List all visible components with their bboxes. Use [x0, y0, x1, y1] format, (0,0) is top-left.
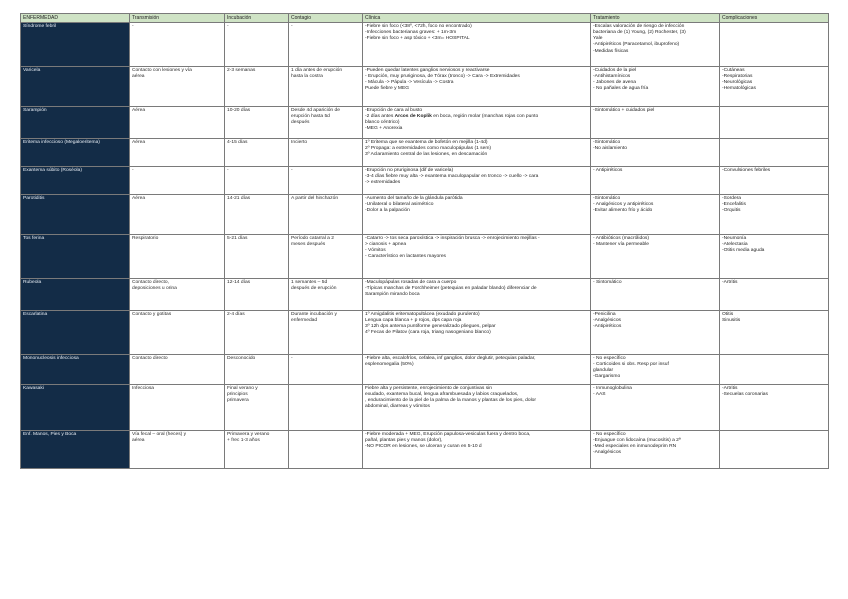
complications-cell: [720, 167, 829, 195]
clinical-cell: [363, 235, 591, 279]
cell-line: -Escalas valoración de riesgo de infección: [593, 24, 685, 30]
incubation-cell: [225, 139, 289, 167]
clinical-cell: [363, 67, 591, 107]
cell-line: 14-21 días: [227, 196, 251, 202]
cell-line: -Convulsiones febriles: [722, 168, 771, 174]
complications-cell: [720, 279, 829, 311]
cell-line: -Enjuague con lidocaína (mucosítis) a 2ª: [593, 438, 681, 444]
disease-name-cell: Síndrome febril: [21, 23, 130, 67]
cell-line: Final verano y: [227, 386, 258, 392]
cell-line: Incierto: [291, 140, 308, 146]
table-row: [21, 355, 829, 385]
cell-line: -Infecciones bacterianas graves: + 1m-3m: [365, 30, 457, 36]
treatment-cell: [591, 385, 720, 431]
cell-line: Aérea: [132, 108, 146, 114]
cell-line: Desde 4d aparición de: [291, 108, 340, 114]
clinical-cell: [363, 431, 591, 469]
disease-name-cell: Rubeola: [21, 279, 130, 311]
cell-line: 12-14 días: [227, 280, 251, 286]
cell-line: -Neurológicas: [722, 80, 753, 86]
contagion-cell: [289, 431, 363, 469]
cell-line: Vía fecal – oral (heces) y: [132, 432, 187, 438]
transmission-cell: [130, 431, 225, 469]
cell-line: bacteriana de (1) Young, (2) Rochester, (3): [593, 30, 686, 36]
complications-cell: [720, 235, 829, 279]
cell-line: hasta la costra: [291, 74, 323, 80]
cell-line: -Cuidados de la piel: [593, 68, 637, 74]
cell-line: Fiebre alta y persistente, enrojecimiento de conjuntivas sin: [365, 386, 492, 392]
transmission-cell: [130, 139, 225, 167]
cell-line: -Neumonía: [722, 236, 747, 242]
cell-line: -Encefalitis: [722, 202, 746, 208]
complications-cell: [720, 23, 829, 67]
cell-line: -Secuelas coronarias: [722, 392, 768, 398]
cell-line: -Antipiréticos: [593, 324, 622, 330]
cell-line: esplenomegalia (50%): [365, 362, 414, 368]
transmission-cell: [130, 279, 225, 311]
cell-line: -Erupción no pruriginosa (dif de varicela): [365, 168, 454, 174]
column-header: Complicaciones: [720, 14, 829, 23]
treatment-cell: [591, 195, 720, 235]
clinical-cell: [363, 355, 591, 385]
cell-line: 3º Aclaramiento central de las lesiones, en descamación: [365, 152, 488, 158]
cell-line: - Mantener vía permeable: [593, 242, 649, 248]
incubation-cell: [225, 279, 289, 311]
cell-line: , enduracimiento de la piel de la palma de la manos y plantas de los pies, dolor: [365, 398, 537, 404]
cell-line: principios: [227, 392, 248, 398]
disease-table-container: [20, 13, 828, 469]
treatment-cell: [591, 355, 720, 385]
cell-line: + frec 1-3 años: [227, 438, 260, 444]
contagion-cell: [289, 67, 363, 107]
treatment-cell: [591, 311, 720, 355]
cell-line: Respiratorio: [132, 236, 159, 242]
disease-name-cell: Eritema infeccioso (Megaloeritema): [21, 139, 130, 167]
cell-line: -Sintomático: [593, 140, 621, 146]
contagion-cell: [289, 355, 363, 385]
complications-cell: [720, 311, 829, 355]
cell-line: -Evitar alimento frío y ácido: [593, 208, 653, 214]
cell-line: -Artritis: [722, 280, 738, 286]
cell-line: -NO PICOR en lesiones, se ulceran y curan en 5-10 d: [365, 444, 482, 450]
cell-line: -: [227, 168, 229, 174]
cell-line: -Típicas manchas de Forchheimer (petequias en paladar blando) diferenciar de: [365, 286, 537, 292]
complications-cell: [720, 107, 829, 139]
clinical-cell: [363, 107, 591, 139]
incubation-cell: [225, 311, 289, 355]
cell-line: - Jabones de avena: [593, 80, 636, 86]
treatment-cell: [591, 107, 720, 139]
complications-cell: [720, 67, 829, 107]
cell-line: - Corticoides si obs. Resp por insuf: [593, 362, 669, 368]
cell-line: -: [227, 24, 229, 30]
cell-line: -: [291, 24, 293, 30]
incubation-cell: [225, 385, 289, 431]
transmission-cell: [130, 23, 225, 67]
contagion-cell: [289, 235, 363, 279]
incubation-cell: [225, 235, 289, 279]
cell-line: -Sordera: [722, 196, 742, 202]
cell-line: abdominal, diarreas y vómitos: [365, 404, 430, 410]
cell-line: -Otitis media aguda: [722, 248, 765, 254]
table-row: [21, 139, 829, 167]
cell-line: después de erupción: [291, 286, 337, 292]
cell-line: exudado, exantema bucal, lengua aframbuesada y labios craquelados,: [365, 392, 519, 398]
cell-line: Otitis: [722, 312, 734, 318]
treatment-cell: [591, 279, 720, 311]
transmission-cell: [130, 355, 225, 385]
table-row: [21, 67, 829, 107]
cell-line: -Antipiréticos (Paracetamol, ibuprofeno): [593, 42, 680, 48]
disease-name-cell: Exantema súbito (Roséola): [21, 167, 130, 195]
cell-line: -: [291, 168, 293, 174]
cell-line: erupción hasta 5d: [291, 114, 330, 120]
disease-name-cell: Kawasaki: [21, 385, 130, 431]
cell-line: -MEG + Anorexia: [365, 126, 403, 132]
cell-line: 2-4 días: [227, 312, 245, 318]
cell-line: -Aumento del tamaño de la glándula parótida: [365, 196, 463, 202]
contagion-cell: [289, 139, 363, 167]
clinical-cell: [363, 195, 591, 235]
cell-line: - Erupción, muy pruriginosa, de Tórax (tronco) -> Cara -> Extremidades: [365, 74, 520, 80]
cell-line: -Penicilina: [593, 312, 616, 318]
cell-line: Lengua capa blanca + p rojos, dps capa roja: [365, 318, 462, 324]
transmission-cell: [130, 107, 225, 139]
treatment-cell: [591, 431, 720, 469]
cell-line: Infecciosa: [132, 386, 155, 392]
table-row: [21, 195, 829, 235]
column-header: Contagio: [289, 14, 363, 23]
cell-line: Desconocido: [227, 356, 256, 362]
cell-line: -Artritis: [722, 386, 738, 392]
incubation-cell: [225, 107, 289, 139]
cell-line: -Dolor a la palpación: [365, 208, 410, 214]
incubation-cell: [225, 23, 289, 67]
cell-line: - Antibióticos (macrólidos): [593, 236, 649, 242]
incubation-cell: [225, 167, 289, 195]
cell-line: - No específico: [593, 432, 626, 438]
bold-term: Arcos de Koplik: [394, 114, 432, 120]
cell-line: Aérea: [132, 196, 146, 202]
column-header: Incubación: [225, 14, 289, 23]
cell-line: aérea: [132, 74, 145, 80]
cell-line: Sinusitis: [722, 318, 741, 324]
cell-line: - AAS: [593, 392, 606, 398]
cell-line: -3-4 días fiebre muy alta -> exantema maculopapular en tronco -> cuello -> cara: [365, 174, 539, 180]
cell-line: - No pañales de agua fría: [593, 86, 649, 92]
cell-line: Durante incubación y: [291, 312, 337, 318]
cell-line: Sarampión mirando boca: [365, 292, 420, 298]
cell-line: 2º Propaga: a extremidades como maculopápulas (1 sem): [365, 146, 492, 152]
cell-line: - Inmunoglobulina: [593, 386, 632, 392]
table-row: [21, 279, 829, 311]
cell-line: Período catarral a 2: [291, 236, 334, 242]
contagion-cell: [289, 23, 363, 67]
cell-line: A partir del hinchazón: [291, 196, 339, 202]
treatment-cell: [591, 23, 720, 67]
clinical-cell: [363, 311, 591, 355]
table-header-row: [21, 14, 829, 23]
table-row: [21, 385, 829, 431]
column-header: Clínica: [363, 14, 591, 23]
cell-line: -2 días antes Arcos de Koplik en boca, región molar (manchas rojas con punto: [365, 114, 539, 120]
transmission-cell: [130, 167, 225, 195]
clinical-cell: [363, 23, 591, 67]
cell-line: - Analgésicos y antipiréticos: [593, 202, 654, 208]
table-body: [21, 23, 829, 469]
clinical-cell: [363, 139, 591, 167]
cell-line: -> extremidades: [365, 180, 401, 186]
complications-cell: [720, 139, 829, 167]
cell-line: -Fiebre sin foco + asp tóxico + <3m= HOSPITAL: [365, 36, 470, 42]
complications-cell: [720, 431, 829, 469]
transmission-cell: [130, 67, 225, 107]
cell-line: - No específico: [593, 356, 626, 362]
treatment-cell: [591, 167, 720, 195]
cell-line: Yale: [593, 36, 603, 42]
incubation-cell: [225, 355, 289, 385]
table-row: [21, 431, 829, 469]
table-row: [21, 311, 829, 355]
table-row: [21, 235, 829, 279]
cell-line: -Antihistamínicos: [593, 74, 631, 80]
disease-name-cell: Tos ferina: [21, 235, 130, 279]
cell-line: -No aislamiento: [593, 146, 627, 152]
contagion-cell: [289, 311, 363, 355]
clinical-cell: [363, 167, 591, 195]
cell-line: 4-15 días: [227, 140, 248, 146]
column-header: Tratamiento: [591, 14, 720, 23]
column-header: Transmisión: [130, 14, 225, 23]
cell-line: - Característico en lactantes mayores: [365, 254, 446, 260]
table-row: [21, 167, 829, 195]
disease-name-cell: Parotiditis: [21, 195, 130, 235]
cell-line: -Fiebre alta, escalofríos, cefalea, inf ganglios, dolor deglutir, petequias paladar,: [365, 356, 536, 362]
contagion-cell: [289, 279, 363, 311]
contagion-cell: [289, 385, 363, 431]
disease-name-cell: Enf. Manos, Pies y Boca: [21, 431, 130, 469]
transmission-cell: [130, 235, 225, 279]
clinical-cell: [363, 385, 591, 431]
cell-line: 1º Amigdalitis eritematopultácea (exudado purulento): [365, 312, 480, 318]
transmission-cell: [130, 195, 225, 235]
cell-line: -Maculopápulas rosadas de cara a cuerpo: [365, 280, 457, 286]
cell-line: Aérea: [132, 140, 146, 146]
cell-line: Contacto directo: [132, 356, 168, 362]
cell-line: -Hematológicas: [722, 86, 756, 92]
cell-line: pañal, plantas pies y manos (dolor),: [365, 438, 443, 444]
cell-line: 1 semantes – 5d: [291, 280, 328, 286]
cell-line: -: [132, 168, 134, 174]
cell-line: glandular: [593, 368, 614, 374]
cell-line: Puede fiebre y MEG: [365, 86, 410, 92]
incubation-cell: [225, 67, 289, 107]
cell-line: Contacto directo,: [132, 280, 169, 286]
cell-line: -Sintomático: [593, 196, 621, 202]
cell-line: -Atelectasia: [722, 242, 748, 248]
cell-line: meses después: [291, 242, 326, 248]
disease-name-cell: Varicela: [21, 67, 130, 107]
cell-line: después: [291, 120, 310, 126]
cell-line: -Catarro -> tos seca paroxística -> inspiración brusca -> enrojecimiento mejillas -: [365, 236, 540, 242]
complications-cell: [720, 355, 829, 385]
cell-line: -Fiebre moderada + MEG, Erupción papulosa-vesiculas fuera y dentro boca,: [365, 432, 531, 438]
cell-line: Contacto con lesiones y vía: [132, 68, 192, 74]
contagion-cell: [289, 107, 363, 139]
cell-line: 4º Fecas de Pilatov (cara roja, triang nasogeniano blanco): [365, 330, 491, 336]
cell-line: -: [291, 356, 293, 362]
cell-line: 3º 12h dps antema puntiforme generalizado pliegues, pelpar: [365, 324, 496, 330]
complications-cell: [720, 195, 829, 235]
cell-line: - Mácula -> Pápula -> Vesícula -> Costra: [365, 80, 454, 86]
cell-line: -Unilateral o bilateral asimétrico: [365, 202, 434, 208]
cell-line: enfermedad: [291, 318, 318, 324]
cell-line: - Sintomático: [593, 280, 622, 286]
transmission-cell: [130, 311, 225, 355]
cell-line: -Respiratorias: [722, 74, 753, 80]
treatment-cell: [591, 67, 720, 107]
cell-line: - Antipiréticos: [593, 168, 623, 174]
table-row: [21, 23, 829, 67]
incubation-cell: [225, 431, 289, 469]
treatment-cell: [591, 139, 720, 167]
table-row: [21, 107, 829, 139]
cell-line: 5-21 días: [227, 236, 248, 242]
disease-name-cell: Mononucleosis infecciosa: [21, 355, 130, 385]
cell-line: Contacto y gotitas: [132, 312, 172, 318]
disease-table: [20, 13, 829, 469]
cell-line: 2-3 semanas: [227, 68, 256, 74]
cell-line: -Med especiales en inmunodeprim RN: [593, 444, 677, 450]
cell-line: -Sintomático + cuidados piel: [593, 108, 655, 114]
cell-line: -Erupción de cara al busto: [365, 108, 423, 114]
cell-line: -Gargarismo: [593, 374, 621, 380]
cell-line: -Cutáneas: [722, 68, 745, 74]
complications-cell: [720, 385, 829, 431]
contagion-cell: [289, 167, 363, 195]
column-header: ENFERMEDAD: [21, 14, 130, 23]
transmission-cell: [130, 385, 225, 431]
cell-line: primavera: [227, 398, 249, 404]
cell-line: -Fiebre sin foco (<38º, <72h, foco no encontrado): [365, 24, 472, 30]
cell-line: 1º Eritema que se exantema de bofetón en mejilla (1-4d): [365, 140, 488, 146]
cell-line: -Pueden quedar latentes ganglios nerviosos y reactivarse: [365, 68, 490, 74]
cell-line: 10-20 días: [227, 108, 251, 114]
cell-line: -Medidas físicas: [593, 48, 629, 54]
cell-line: Primavera y verano: [227, 432, 270, 438]
cell-line: -Analgésicos: [593, 450, 621, 456]
disease-name-cell: Sarampión: [21, 107, 130, 139]
cell-line: deposiciones u orina: [132, 286, 177, 292]
cell-line: - Vómitos: [365, 248, 386, 254]
cell-line: aérea: [132, 438, 145, 444]
cell-line: -: [132, 24, 134, 30]
cell-line: > cianosis + apnea: [365, 242, 407, 248]
disease-name-cell: Escarlatina: [21, 311, 130, 355]
treatment-cell: [591, 235, 720, 279]
contagion-cell: [289, 195, 363, 235]
cell-line: -Orquitis: [722, 208, 741, 214]
clinical-cell: [363, 279, 591, 311]
cell-line: -Analgésicos: [593, 318, 621, 324]
cell-line: blanco céntrico): [365, 120, 400, 126]
cell-line: 1 día antes de erupción: [291, 68, 343, 74]
incubation-cell: [225, 195, 289, 235]
